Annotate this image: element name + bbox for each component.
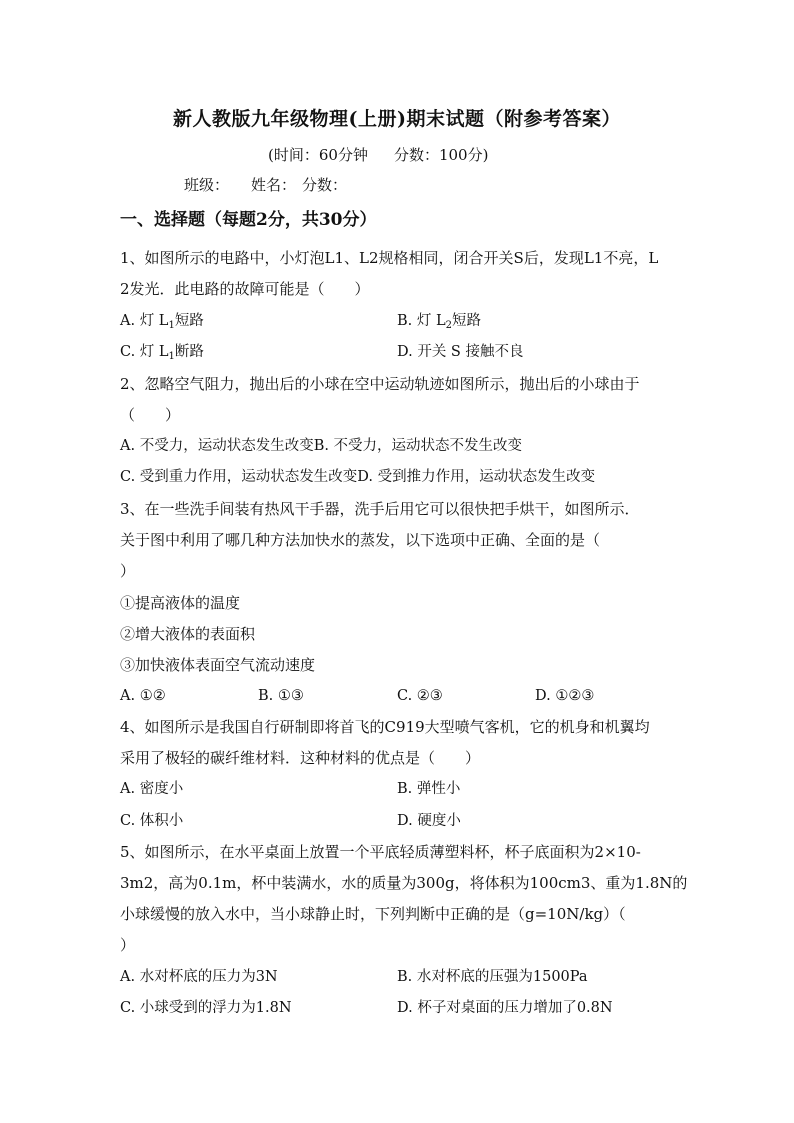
statement-item: ①提高液体的温度 bbox=[120, 594, 241, 612]
option-cd: C. 受到重力作用，运动状态发生改变D. 受到推力作用，运动状态发生改变 bbox=[120, 469, 596, 485]
option-b: B. ①③ bbox=[258, 688, 304, 704]
question-text: 3、在一些洗手间装有热风干手器，洗手后用它可以很快把手烘干，如图所示． bbox=[120, 500, 640, 518]
name-label: 姓名： bbox=[251, 176, 297, 194]
exam-time: (时间：60分钟 bbox=[268, 146, 368, 164]
question-text: 小球缓慢的放入水中，当小球静止时，下列判断中正确的是（g=10N/kg）（ bbox=[120, 905, 626, 923]
statement-item: ②增大液体的表面积 bbox=[120, 625, 256, 643]
option-a: A. 灯 $L_1$短路 bbox=[120, 313, 204, 331]
question-text: 1、如图所示的电路中，小灯泡L1、L2规格相同，闭合开关S后，发现L1不亮，L bbox=[120, 249, 659, 267]
question-text: ） bbox=[120, 936, 136, 954]
exam-total-score: 分数：100分) bbox=[393, 146, 489, 164]
question-text: 关于图中利用了哪几种方法加快水的蒸发，以下选项中正确、全面的是（ bbox=[120, 531, 601, 549]
question-text: 3m2，高为0.1m，杯中装满水，水的质量为300g，将体积为100cm3、重为1.8N的 bbox=[120, 874, 688, 892]
option-ab: A. 不受力，运动状态发生改变B. 不受力，运动状态不发生改变 bbox=[120, 438, 523, 454]
option-d: D. 硬度小 bbox=[397, 813, 461, 829]
option-c: C. ②③ bbox=[397, 688, 443, 704]
question-text: 采用了极轻的碳纤维材料．这种材料的优点是（ ） bbox=[120, 749, 481, 767]
student-info-line bbox=[184, 175, 347, 195]
option-a: A. 水对杯底的压力为3N bbox=[120, 969, 278, 985]
question-text: 4、如图所示是我国自行研制即将首飞的C919大型喷气客机，它的机身和机翼均 bbox=[120, 718, 650, 736]
score-label: 分数： bbox=[302, 176, 348, 194]
option-b: B. 灯 $L_2$短路 bbox=[397, 313, 481, 331]
option-d: D. 开关 S 接触不良 bbox=[397, 344, 524, 360]
question-text: （ ） bbox=[120, 406, 181, 424]
page-title: 新人教版九年级物理(上册)期末试题（附参考答案） bbox=[173, 108, 621, 130]
exam-meta bbox=[268, 145, 488, 165]
option-b: B. 弹性小 bbox=[397, 781, 461, 797]
statement-item: ③加快液体表面空气流动速度 bbox=[120, 656, 316, 674]
option-d: D. 杯子对桌面的压力增加了0.8N bbox=[397, 1000, 613, 1016]
section-heading: 一、选择题（每题2分，共30分） bbox=[120, 210, 377, 230]
class-label: 班级： bbox=[184, 176, 230, 194]
question-text: 5、如图所示，在水平桌面上放置一个平底轻质薄塑料杯，杯子底面积为2×10- bbox=[120, 843, 641, 861]
option-d: D. ①②③ bbox=[535, 688, 595, 704]
option-b: B. 水对杯底的压强为1500Pa bbox=[397, 969, 588, 985]
question-text: ） bbox=[120, 562, 136, 580]
option-c: C. 体积小 bbox=[120, 813, 184, 829]
option-a: A. 密度小 bbox=[120, 781, 184, 797]
question-text: 2发光．此电路的故障可能是（ ） bbox=[120, 280, 370, 298]
option-a: A. ①② bbox=[120, 688, 166, 704]
question-text: 2、忽略空气阻力，抛出后的小球在空中运动轨迹如图所示，抛出后的小球由于 bbox=[120, 375, 640, 393]
option-c: C. 小球受到的浮力为1.8N bbox=[120, 1000, 292, 1016]
option-c: C. 灯 $L_1$断路 bbox=[120, 344, 204, 362]
